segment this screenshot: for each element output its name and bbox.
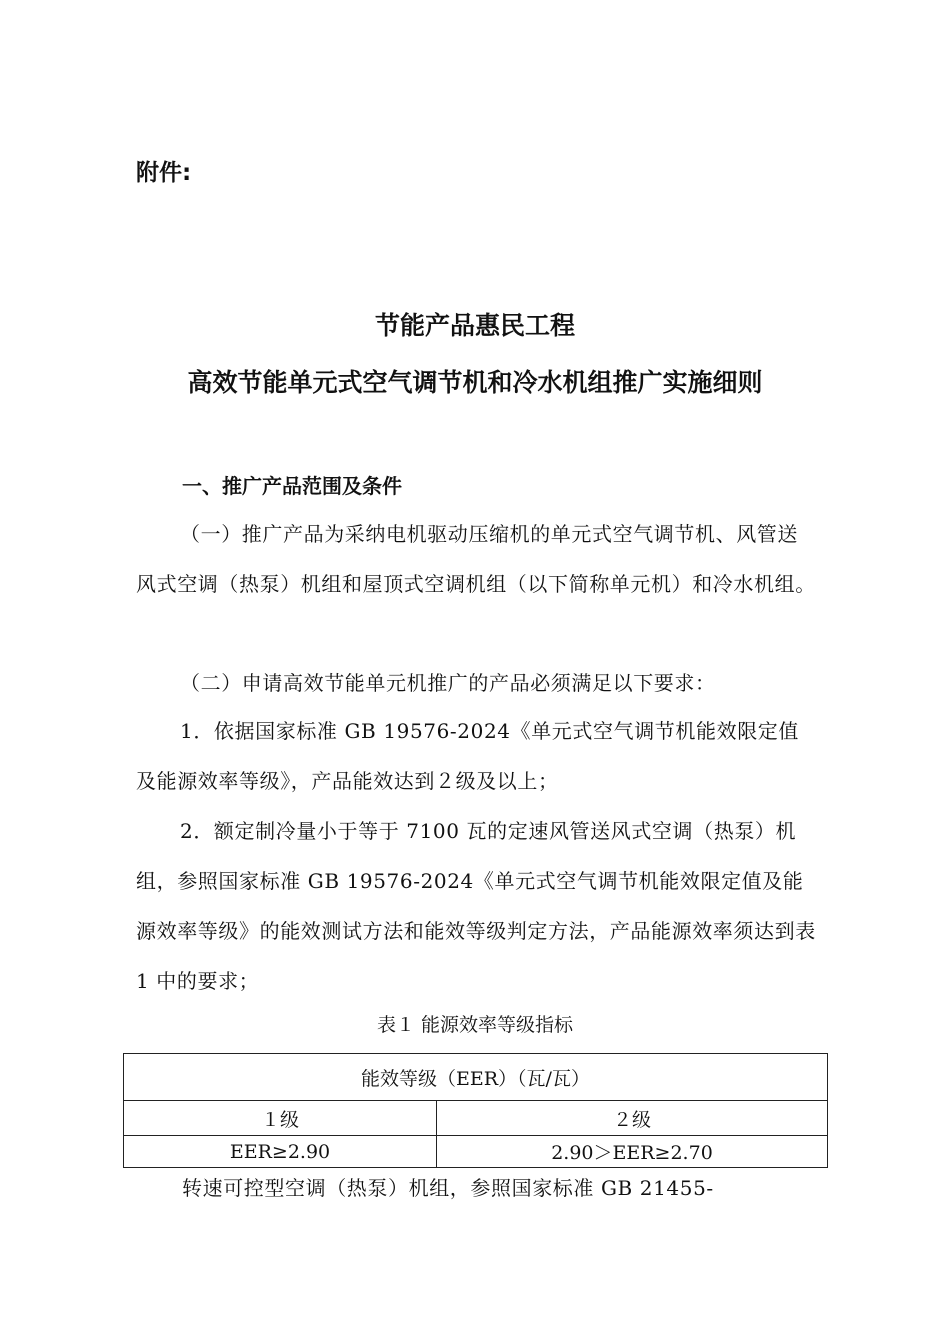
paragraph-variable-speed: 转速可控型空调（热泵）机组，参照国家标准 GB 21455-: [182, 1176, 714, 1200]
table-header-row: [124, 1054, 828, 1101]
list-item-1: 1．依据国家标准 GB 19576-2024《单元式空气调节机能效限定值及能源效率等级》，产品能效达到２级及以上；: [136, 719, 799, 793]
paragraph-requirements-intro: （二）申请高效节能单元机推广的产品必须满足以下要求：: [180, 671, 716, 695]
paragraph-product-scope: （一）推广产品为采纳电机驱动压缩机的单元式空气调节机、风管送风式空调（热泵）机组和屋顶式空调机组（以下简称单元机）和冷水机组。: [136, 522, 816, 596]
table-cell-grade-2: ２级: [437, 1101, 828, 1136]
table-header-cell: 能效等级（EER）（瓦/瓦）: [124, 1054, 828, 1101]
efficiency-table: [123, 1053, 828, 1168]
table-caption: 表１ 能源效率等级指标: [376, 1014, 574, 1036]
table-row: [124, 1136, 828, 1168]
table-row: [124, 1101, 828, 1136]
list-item-2: 2．额定制冷量小于等于 7100 瓦的定速风管送风式空调（热泵）机组，参照国家标准 GB 19576-2024《单元式空气调节机能效限定值及能源效率等级》的能效测试方法和能效等级判定方法，产品能源效率须达到表 1 中的要求；: [136, 819, 816, 993]
section-heading: 一、推广产品范围及条件: [182, 474, 402, 498]
table-cell-value-1: EER≥2.90: [124, 1136, 437, 1168]
document-title-line1: 节能产品惠民工程: [374, 311, 575, 340]
document-title-line2: 高效节能单元式空气调节机和冷水机组推广实施细则: [187, 368, 763, 397]
table-cell-grade-1: １级: [124, 1101, 437, 1136]
table-cell-value-2: 2.90＞EER≥2.70: [437, 1136, 828, 1168]
attachment-label: 附件:: [136, 160, 192, 186]
